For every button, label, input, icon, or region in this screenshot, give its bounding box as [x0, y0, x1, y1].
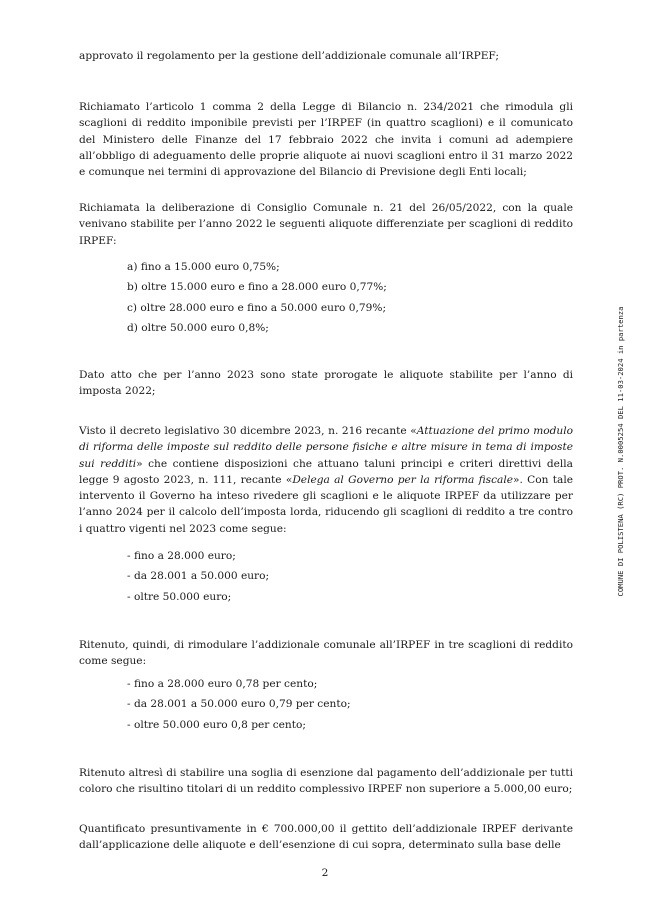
- paragraph-legge-bilancio: Richiamato l’articolo 1 comma 2 della Legge di Bilancio n. 234/2021 che rimodula gli scaglioni di reddito imponibile previsti per l’IRPEF (in quattro scaglioni) e il comunicato del Ministero delle Finanze del 17 febbraio 2022 che invita i comuni ad adempiere all’obbligo di adeguamento delle proprie aliquote ai nuovi scaglioni entro il 31 marzo 2022 e comunque nei termini di approvazione del Bilancio di Previsione degli Enti locali;: [79, 101, 573, 179]
- list-addizionale: [127, 674, 567, 735]
- list-item: b) oltre 15.000 euro e fino a 28.000 euro 0,77%;: [127, 281, 387, 294]
- list-item: a) fino a 15.000 euro 0,75%;: [127, 261, 280, 273]
- list-item: - oltre 50.000 euro 0,8 per cento;: [127, 718, 306, 731]
- protocol-stamp: [614, 274, 628, 629]
- list-item: - da 28.001 a 50.000 euro 0,79 per cento;: [127, 698, 351, 711]
- paragraph-deliberazione: Richiamata la deliberazione di Consiglio Comunale n. 21 del 26/05/2022, con la quale venivano stabilite per l’anno 2022 le seguenti aliquote differenziate per scaglioni di reddito IRPEF:: [79, 202, 573, 247]
- list-scaglioni-2024: [127, 546, 567, 607]
- decreto-text-2: » che contiene disposizioni che attuano taluni principi e criteri direttivi della legge 9 agosto 2023, n. 111, recante «: [79, 457, 573, 486]
- list-item: c) oltre 28.000 euro e fino a 50.000 euro 0,79%;: [127, 301, 387, 314]
- list-item: - da 28.001 a 50.000 euro;: [127, 570, 270, 583]
- paragraph-esenzione: Ritenuto altresì di stabilire una soglia di esenzione dal pagamento dell’addizionale per tutti coloro che risultino titolari di un reddito complessivo IRPEF non superiore a 5.000,00 euro;: [79, 767, 573, 796]
- list-item: - oltre 50.000 euro;: [127, 590, 232, 603]
- paragraph-rimodulazione: Ritenuto, quindi, di rimodulare l’addizionale comunale all’IRPEF in tre scaglioni di reddito come segue:: [79, 639, 573, 668]
- legge-delega-title: Delega al Governo per la riforma fiscale: [292, 473, 514, 486]
- paragraph-regolamento: approvato il regolamento per la gestione dell’addizionale comunale all’IRPEF;: [79, 50, 499, 62]
- decreto-text-1: Visto il decreto legislativo 30 dicembre 2023, n. 216 recante «: [79, 425, 417, 437]
- paragraph-gettito: Quantificato presuntivamente in € 700.000,00 il gettito dell’addizionale IRPEF derivante dall’applicazione delle aliquote e dell’esenzione di cui sopra, determinato sulla base delle: [79, 823, 573, 852]
- list-item: - fino a 28.000 euro 0,78 per cento;: [127, 678, 318, 690]
- list-item: d) oltre 50.000 euro 0,8%;: [127, 321, 269, 334]
- list-item: - fino a 28.000 euro;: [127, 550, 236, 562]
- paragraph-decreto-legislativo: [79, 423, 573, 537]
- decreto-title: Attuazione del primo modulo di riforma delle imposte sul reddito delle persone fisiche e altre misure in tema di imposte sui redditi: [79, 425, 573, 470]
- decreto-text-3: ». Con tale intervento il Governo ha inteso rivedere gli scaglioni e le aliquote IRPEF da utilizzare per l’anno 2024 per il calcolo dell’imposta lorda, riducendo gli scaglioni di reddito a tre contro i quattro vigenti nel 2023 come segue:: [79, 473, 573, 535]
- page-number: 2: [321, 867, 329, 879]
- paragraph-proroga-2023: Dato atto che per l’anno 2023 sono state prorogate le aliquote stabilite per l’anno di imposta 2022;: [79, 369, 573, 398]
- protocol-stamp-text: COMUNE DI POLISTENA (RC) PROT. N.0005254 DEL 11-03-2024 in partenza: [616, 306, 625, 597]
- list-aliquote-2022: [127, 257, 567, 338]
